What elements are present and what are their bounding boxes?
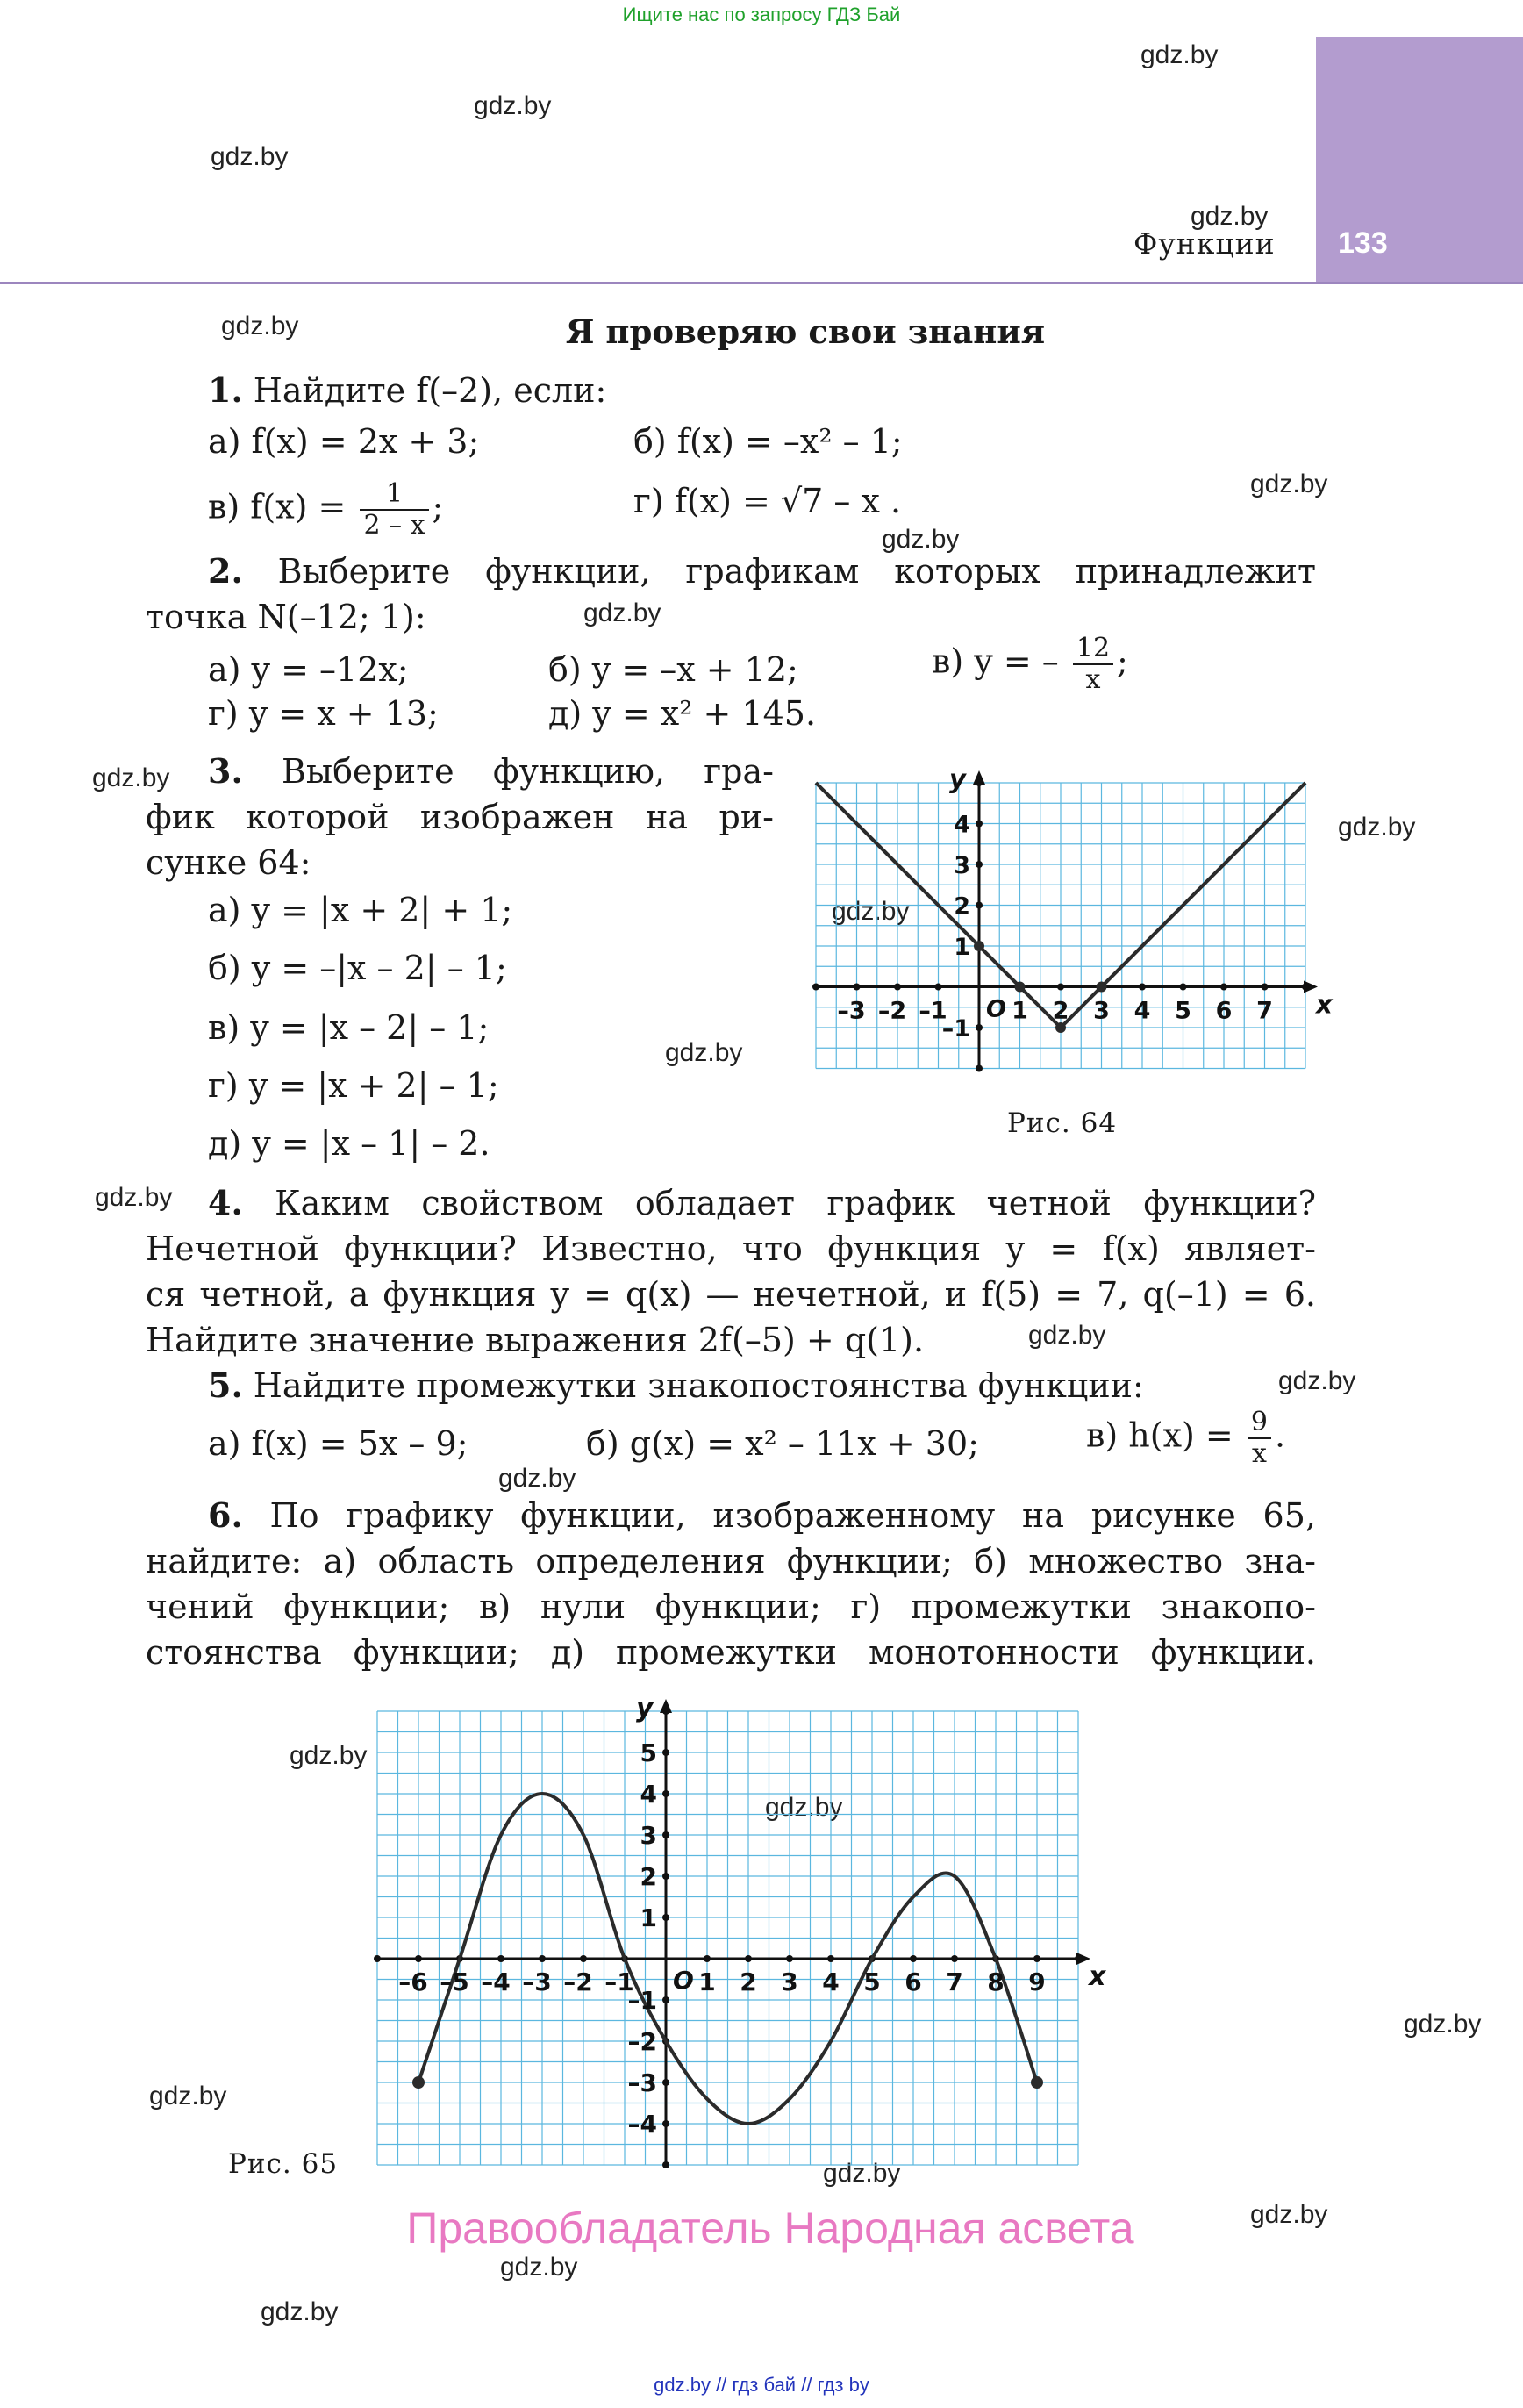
formula-suffix: ; xyxy=(432,487,444,527)
figure-64-caption: Рис. 64 xyxy=(1007,1107,1118,1139)
top-banner: Ищите нас по запросу ГДЗ Бай xyxy=(622,4,901,25)
y-tick-mark xyxy=(976,861,983,868)
x-tick-label: 5 xyxy=(863,1967,881,1996)
y-tick-label: 2 xyxy=(954,892,970,921)
task-3-option-v: в) y = |x – 2| – 1; xyxy=(208,1008,490,1047)
watermark: gdz.by xyxy=(583,598,661,627)
endpoint xyxy=(1031,2076,1043,2089)
x-tick-mark xyxy=(704,1955,711,1962)
watermark: gdz.by xyxy=(95,1183,173,1212)
watermark: gdz.by xyxy=(1028,1321,1106,1350)
x-tick-label: 7 xyxy=(1256,997,1273,1025)
data-point xyxy=(1015,982,1026,993)
watermark: gdz.by xyxy=(211,142,289,171)
tick-labels xyxy=(398,1693,1107,2139)
x-tick-label: 9 xyxy=(1028,1967,1046,1996)
task-2-line-2: точка N(–12; 1): xyxy=(146,598,426,636)
watermark: gdz.by xyxy=(1191,202,1269,231)
figure-65-caption: Рис. 65 xyxy=(228,2148,339,2180)
fraction xyxy=(1248,1408,1271,1469)
x-tick-mark xyxy=(1180,984,1187,991)
x-tick-mark xyxy=(827,1955,834,1962)
x-tick-mark xyxy=(539,1955,546,1962)
y-tick-label: 2 xyxy=(640,1862,657,1891)
x-tick-mark xyxy=(935,984,942,991)
x-tick-label: –2 xyxy=(563,1967,593,1996)
formula-suffix: . xyxy=(1274,1415,1286,1455)
task-6-line-1 xyxy=(208,1495,1316,1536)
y-tick-label: –4 xyxy=(627,2110,657,2139)
watermark: gdz.by xyxy=(882,525,960,554)
y-tick-mark xyxy=(662,1914,669,1921)
fraction xyxy=(360,479,428,541)
watermark: gdz.by xyxy=(1338,813,1416,842)
x-tick-label: 7 xyxy=(946,1967,963,1996)
y-tick-label: 3 xyxy=(640,1821,657,1850)
watermark: gdz.by xyxy=(149,2082,227,2111)
watermark: gdz.by xyxy=(1140,40,1219,69)
y-tick-mark xyxy=(662,1749,669,1756)
task-3-line-2: фик которой изображен на ри- xyxy=(146,798,774,836)
x-axis-label: x xyxy=(1316,989,1333,1020)
watermark: gdz.by xyxy=(474,91,552,120)
x-tick-mark xyxy=(951,1955,958,1962)
x-tick-mark xyxy=(1075,1955,1082,1962)
y-tick-label: –3 xyxy=(627,2068,657,2097)
y-tick-label: 3 xyxy=(954,852,970,879)
task-number: 6. xyxy=(208,1495,243,1535)
task-3-line-3: сунке 64: xyxy=(146,843,311,882)
watermark: gdz.by xyxy=(290,1741,368,1770)
task-4-line-3: ся четной, а функция y = q(x) — нечетной, и f(5) = 7, q(–1) = 6. xyxy=(146,1275,1316,1314)
x-tick-mark xyxy=(374,1955,381,1962)
task-6-line-2: найдите: а) область определения функции; б) множество зна- xyxy=(146,1542,1316,1580)
y-tick-mark xyxy=(662,2120,669,2127)
section-title: Я проверяю свои знания xyxy=(565,312,1046,351)
watermark: gdz.by xyxy=(832,897,910,926)
task-number: 2. xyxy=(208,551,243,591)
figure-65 xyxy=(360,1693,1106,2176)
x-tick-mark xyxy=(1302,984,1309,991)
x-tick-mark xyxy=(1262,984,1269,991)
origin-label: O xyxy=(986,995,1006,1023)
numerator: 12 xyxy=(1073,634,1113,665)
watermark: gdz.by xyxy=(765,1793,843,1822)
y-tick-label: 1 xyxy=(640,1903,657,1932)
x-tick-label: 1 xyxy=(1012,997,1028,1025)
x-tick-label: –6 xyxy=(398,1967,428,1996)
watermark: gdz.by xyxy=(665,1038,743,1067)
task-2-option-d: д) y = x² + 145. xyxy=(548,694,817,733)
x-tick-label: 8 xyxy=(987,1967,1005,1996)
task-4-line-1 xyxy=(208,1183,1316,1223)
task-text: Найдите промежутки знакопостоянства функции: xyxy=(253,1366,1144,1405)
y-tick-mark xyxy=(662,1708,669,1715)
task-number: 4. xyxy=(208,1183,243,1222)
y-tick-label: –1 xyxy=(627,1986,657,2015)
x-tick-mark xyxy=(580,1955,587,1962)
x-tick-mark xyxy=(812,984,819,991)
y-tick-mark xyxy=(662,1831,669,1838)
y-tick-mark xyxy=(976,1065,983,1072)
header-divider xyxy=(0,282,1523,284)
task-3-option-b: б) y = –|x – 2| – 1; xyxy=(208,949,507,987)
x-tick-label: 5 xyxy=(1175,997,1191,1025)
watermark: gdz.by xyxy=(1278,1366,1356,1395)
task-3-option-g: г) y = |x + 2| – 1; xyxy=(208,1066,499,1105)
formula-suffix: ; xyxy=(1117,641,1128,681)
task-2-option-a: а) y = –12x; xyxy=(208,650,409,689)
x-tick-mark xyxy=(894,984,901,991)
task-5-header xyxy=(208,1365,1144,1406)
numerator: 1 xyxy=(360,479,428,511)
y-tick-label: –2 xyxy=(627,2027,657,2056)
x-tick-label: –1 xyxy=(604,1967,634,1996)
page-number: 133 xyxy=(1338,226,1388,260)
x-tick-label: –3 xyxy=(837,997,866,1025)
y-tick-mark xyxy=(976,1024,983,1031)
x-tick-label: 3 xyxy=(1093,997,1110,1025)
data-point xyxy=(974,941,984,951)
task-text: Выберите функции, графикам которых принадлежит xyxy=(277,552,1316,591)
task-1-option-g: г) f(x) = √7 – x . xyxy=(633,482,902,520)
x-tick-mark xyxy=(415,1955,422,1962)
watermark: gdz.by xyxy=(221,312,299,340)
x-tick-label: –2 xyxy=(877,997,907,1025)
task-2-option-g: г) y = x + 13; xyxy=(208,694,439,733)
bottom-banner: gdz.by // гдз бай // гдз by xyxy=(654,2374,869,2396)
x-tick-label: –4 xyxy=(481,1967,511,1996)
task-5-option-v xyxy=(1086,1408,1285,1469)
x-tick-label: 6 xyxy=(1215,997,1233,1025)
watermark: gdz.by xyxy=(1250,469,1328,498)
watermark: gdz.by xyxy=(1250,2200,1328,2229)
x-tick-mark xyxy=(497,1955,504,1962)
task-5-option-b: б) g(x) = x² – 11x + 30; xyxy=(586,1424,979,1463)
task-1-option-a: а) f(x) = 2x + 3; xyxy=(208,422,480,461)
data-point xyxy=(1097,982,1107,993)
denominator: x xyxy=(1085,664,1101,695)
task-4-line-2: Нечетной функции? Известно, что функция y = f(x) являет- xyxy=(146,1229,1316,1268)
task-2-option-b: б) y = –x + 12; xyxy=(548,650,798,689)
watermark: gdz.by xyxy=(261,2297,339,2326)
denominator: 2 – x xyxy=(363,510,425,541)
watermark: gdz.by xyxy=(92,763,170,792)
x-tick-label: 1 xyxy=(698,1967,716,1996)
task-4-line-4: Найдите значение выражения 2f(–5) + q(1). xyxy=(146,1321,925,1359)
task-text: По графику функции, изображенному на рисунке 65, xyxy=(269,1496,1316,1535)
watermark: gdz.by xyxy=(500,2253,578,2282)
y-tick-mark xyxy=(662,2161,669,2168)
x-tick-label: 2 xyxy=(740,1967,757,1996)
task-1-option-b: б) f(x) = –x² – 1; xyxy=(633,422,903,461)
y-tick-label: 4 xyxy=(640,1780,657,1809)
task-6-line-3: чений функции; в) нули функции; г) промежутки знакопо- xyxy=(146,1587,1316,1626)
y-axis-label: y xyxy=(949,764,966,794)
task-2-option-v xyxy=(932,634,1128,695)
formula-prefix: в) f(x) = xyxy=(208,487,347,527)
x-tick-label: –3 xyxy=(522,1967,552,1996)
formula-prefix: в) y = – xyxy=(932,641,1059,681)
section-header: Функции xyxy=(1133,226,1276,261)
task-3-option-d: д) y = |x – 1| – 2. xyxy=(208,1124,490,1163)
grid xyxy=(377,1711,1078,2165)
y-tick-label: –1 xyxy=(941,1015,970,1043)
y-tick-mark xyxy=(662,2079,669,2086)
x-tick-label: –1 xyxy=(919,997,947,1025)
y-tick-mark xyxy=(662,1790,669,1797)
y-tick-mark xyxy=(976,821,983,828)
task-6-line-4: стоянства функции; д) промежутки монотонности функции. xyxy=(146,1633,1316,1672)
y-tick-label: 4 xyxy=(954,811,970,839)
y-tick-mark xyxy=(662,1996,669,2003)
x-tick-label: 6 xyxy=(905,1967,922,1996)
task-1-header xyxy=(208,370,606,411)
task-text: Каким свойством обладает график четной функции? xyxy=(275,1184,1316,1222)
numerator: 9 xyxy=(1248,1408,1271,1439)
task-1-option-v xyxy=(208,479,443,541)
x-tick-mark xyxy=(1220,984,1227,991)
y-tick-label: 1 xyxy=(954,934,970,961)
x-tick-label: 3 xyxy=(781,1967,798,1996)
x-axis-label: x xyxy=(1089,1961,1106,1992)
y-tick-mark xyxy=(976,902,983,909)
figure-64 xyxy=(807,764,1333,1088)
denominator: x xyxy=(1251,1438,1267,1469)
x-tick-mark xyxy=(910,1955,917,1962)
formula-prefix: в) h(x) = xyxy=(1086,1415,1233,1455)
x-tick-mark xyxy=(786,1955,793,1962)
x-tick-label: 4 xyxy=(822,1967,840,1996)
axes xyxy=(374,1699,1090,2168)
fraction xyxy=(1073,634,1113,695)
x-tick-label: 2 xyxy=(1052,997,1069,1025)
x-tick-label: 4 xyxy=(1133,997,1151,1025)
endpoint xyxy=(412,2076,425,2089)
task-text: Выберите функцию, гра- xyxy=(281,752,774,791)
task-3-line-1 xyxy=(208,751,774,792)
task-2-line-1 xyxy=(208,551,1316,591)
task-number: 1. xyxy=(208,370,243,410)
x-tick-mark xyxy=(1033,1955,1040,1962)
y-axis-label: y xyxy=(636,1693,654,1724)
task-5-option-a: а) f(x) = 5x – 9; xyxy=(208,1424,468,1463)
origin-label: O xyxy=(673,1966,694,1995)
x-tick-mark xyxy=(1057,984,1064,991)
y-tick-mark xyxy=(976,779,983,786)
x-tick-mark xyxy=(1139,984,1146,991)
task-number: 3. xyxy=(208,751,243,791)
task-number: 5. xyxy=(208,1365,243,1405)
x-tick-mark xyxy=(745,1955,752,1962)
watermark: gdz.by xyxy=(1404,2010,1482,2039)
task-3-option-a: а) y = |x + 2| + 1; xyxy=(208,891,513,929)
y-tick-mark xyxy=(662,1873,669,1880)
watermark: gdz.by xyxy=(823,2159,901,2188)
task-text: Найдите f(–2), если: xyxy=(253,371,607,410)
x-tick-mark xyxy=(854,984,861,991)
copyright-owner: Правообладатель Народная асвета xyxy=(406,2204,1134,2253)
y-tick-label: 5 xyxy=(640,1738,657,1767)
watermark: gdz.by xyxy=(498,1464,576,1493)
x-tick-label: –5 xyxy=(440,1967,469,1996)
